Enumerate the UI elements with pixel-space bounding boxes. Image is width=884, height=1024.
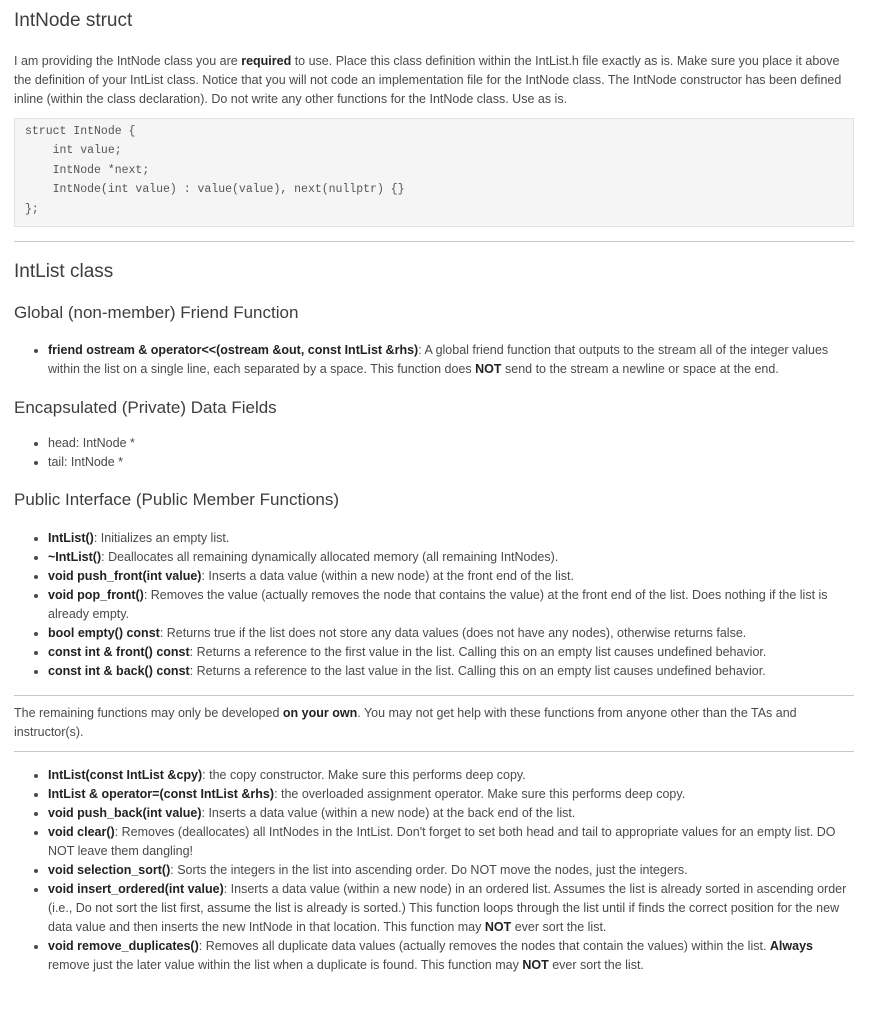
- friend-function-heading: Global (non-member) Friend Function: [14, 302, 299, 322]
- intro-required-emphasis: required: [241, 54, 292, 68]
- list-item: • tail: IntNode *: [48, 453, 854, 472]
- item-emphasis: Always: [769, 938, 813, 953]
- code-line: };: [25, 202, 39, 216]
- item-emphasis: NOT: [522, 957, 549, 972]
- intro-text-end: to use. Place this class definition within the IntList.h file exactly as is. Make sure you place it above the definition of your IntList class. Notice that you will not code an implementation file for the IntNode class. The IntNode constructor has been defined inline (within the class declaration). Do not write any other functions for the IntNode class. Use as is.: [14, 54, 842, 106]
- code-line: IntNode *next;: [25, 163, 150, 177]
- item-description: : Removes (deallocates) all IntNodes in the IntList. Don't forget to set both head and tail to appropriate values for an empty list. DO NOT leave them dangling!: [48, 824, 836, 858]
- item-description: : Returns a reference to the last value in the list. Calling this on an empty list causes undefined behavior.: [189, 663, 766, 678]
- item-signature: void push_front(int value): [48, 568, 202, 583]
- item-signature: friend ostream & operator<<(ostream &out, const IntList &rhs): [48, 342, 419, 357]
- list-item: [48, 662, 854, 681]
- note-emphasis: on your own: [282, 705, 358, 720]
- private-fields-list: [14, 434, 854, 472]
- list-item: [48, 529, 854, 548]
- list-item: [48, 341, 854, 379]
- intnode-code-block: [14, 118, 854, 227]
- private-fields-heading: Encapsulated (Private) Data Fields: [14, 397, 277, 417]
- item-signature: void insert_ordered(int value): [48, 881, 224, 896]
- item-signature: void selection_sort(): [48, 862, 171, 877]
- intlist-heading: IntList class: [14, 260, 114, 282]
- public-interface-heading: Public Interface (Public Member Functions): [14, 489, 340, 509]
- item-description: : Inserts a data value (within a new node) at the front end of the list.: [201, 568, 574, 583]
- item-description: : the overloaded assignment operator. Make sure this performs deep copy.: [274, 786, 686, 801]
- intnode-intro-paragraph: [14, 52, 854, 109]
- item-signature: bool empty() const: [48, 625, 160, 640]
- item-description: remove just the later value within the list when a duplicate is found. This function may: [48, 957, 523, 972]
- list-item: [48, 880, 854, 937]
- item-description: : the copy constructor. Make sure this performs deep copy.: [202, 767, 526, 782]
- item-description: : Inserts a data value (within a new node) at the back end of the list.: [201, 805, 576, 820]
- item-signature: IntList & operator=(const IntList &rhs): [48, 786, 275, 801]
- section-divider: [14, 695, 854, 696]
- list-item: [48, 861, 854, 880]
- section-divider: [14, 751, 854, 752]
- code-line: int value;: [25, 144, 122, 158]
- own-functions-list: [14, 766, 854, 975]
- list-item: • head: IntNode *: [48, 434, 854, 453]
- list-item: [48, 766, 854, 785]
- item-description: : Initializes an empty list.: [93, 530, 230, 545]
- note-text-start: The remaining functions may only be developed: [14, 705, 283, 720]
- item-emphasis: NOT: [475, 361, 502, 376]
- item-description: : Returns true if the list does not store any data values (does not have any nodes), otherwise returns false.: [159, 625, 747, 640]
- list-item: [48, 586, 854, 624]
- list-item: [48, 823, 854, 861]
- item-description: : A global friend function that outputs to the stream all of the integer values within the list on a single line, each separated by a space. This function does: [48, 342, 829, 376]
- note-text-end: . You may not get help with these functions from anyone other than the TAs and instructor(s).: [14, 705, 797, 739]
- list-item: [48, 567, 854, 586]
- list-item: [48, 643, 854, 662]
- public-functions-list: [14, 529, 854, 681]
- item-description: : Removes all duplicate data values (actually removes the nodes that contain the values) within the list.: [198, 938, 770, 953]
- item-description: : Sorts the integers in the list into ascending order. Do NOT move the nodes, just the integers.: [170, 862, 688, 877]
- list-item: [48, 624, 854, 643]
- list-item: [48, 548, 854, 567]
- list-item: [48, 937, 854, 975]
- item-signature: const int & front() const: [48, 644, 190, 659]
- on-your-own-note: [14, 704, 854, 742]
- item-signature: ~IntList(): [48, 549, 102, 564]
- item-signature: void clear(): [48, 824, 115, 839]
- code-line: struct IntNode {: [25, 125, 136, 138]
- item-signature: IntList(): [48, 530, 94, 545]
- item-description: : Returns a reference to the first value in the list. Calling this on an empty list causes undefined behavior.: [189, 644, 767, 659]
- item-signature: void pop_front(): [48, 587, 144, 602]
- item-description: : Deallocates all remaining dynamically allocated memory (all remaining IntNodes).: [101, 549, 559, 564]
- section-divider: [14, 241, 854, 242]
- item-signature: IntList(const IntList &cpy): [48, 767, 203, 782]
- intnode-heading: IntNode struct: [14, 10, 133, 31]
- code-line: IntNode(int value) : value(value), next(nullptr) {}: [25, 183, 405, 197]
- item-description: : Inserts a data value (within a new node) in an ordered list. Assumes the list is already sorted in ascending order (i.e., Do not sort the list first, assume the list is already is sorted.) This function loops through the list until if finds the correct position for the new data value and then inserts the new IntNode in that location. This function may: [48, 881, 847, 934]
- friend-function-list: [14, 341, 854, 379]
- list-item: [48, 804, 854, 823]
- item-signature: void remove_duplicates(): [48, 938, 199, 953]
- item-signature: void push_back(int value): [48, 805, 202, 820]
- item-description: : Removes the value (actually removes the node that contains the value) at the front end of the list. Does nothing if the list is already empty.: [48, 587, 828, 621]
- item-signature: const int & back() const: [48, 663, 190, 678]
- intro-text-start: I am providing the IntNode class you are: [14, 54, 242, 68]
- item-description: ever sort the list.: [548, 957, 644, 972]
- item-description: send to the stream a newline or space at the end.: [501, 361, 779, 376]
- item-emphasis: NOT: [484, 919, 512, 934]
- list-item: [48, 785, 854, 804]
- item-description: ever sort the list.: [511, 919, 607, 934]
